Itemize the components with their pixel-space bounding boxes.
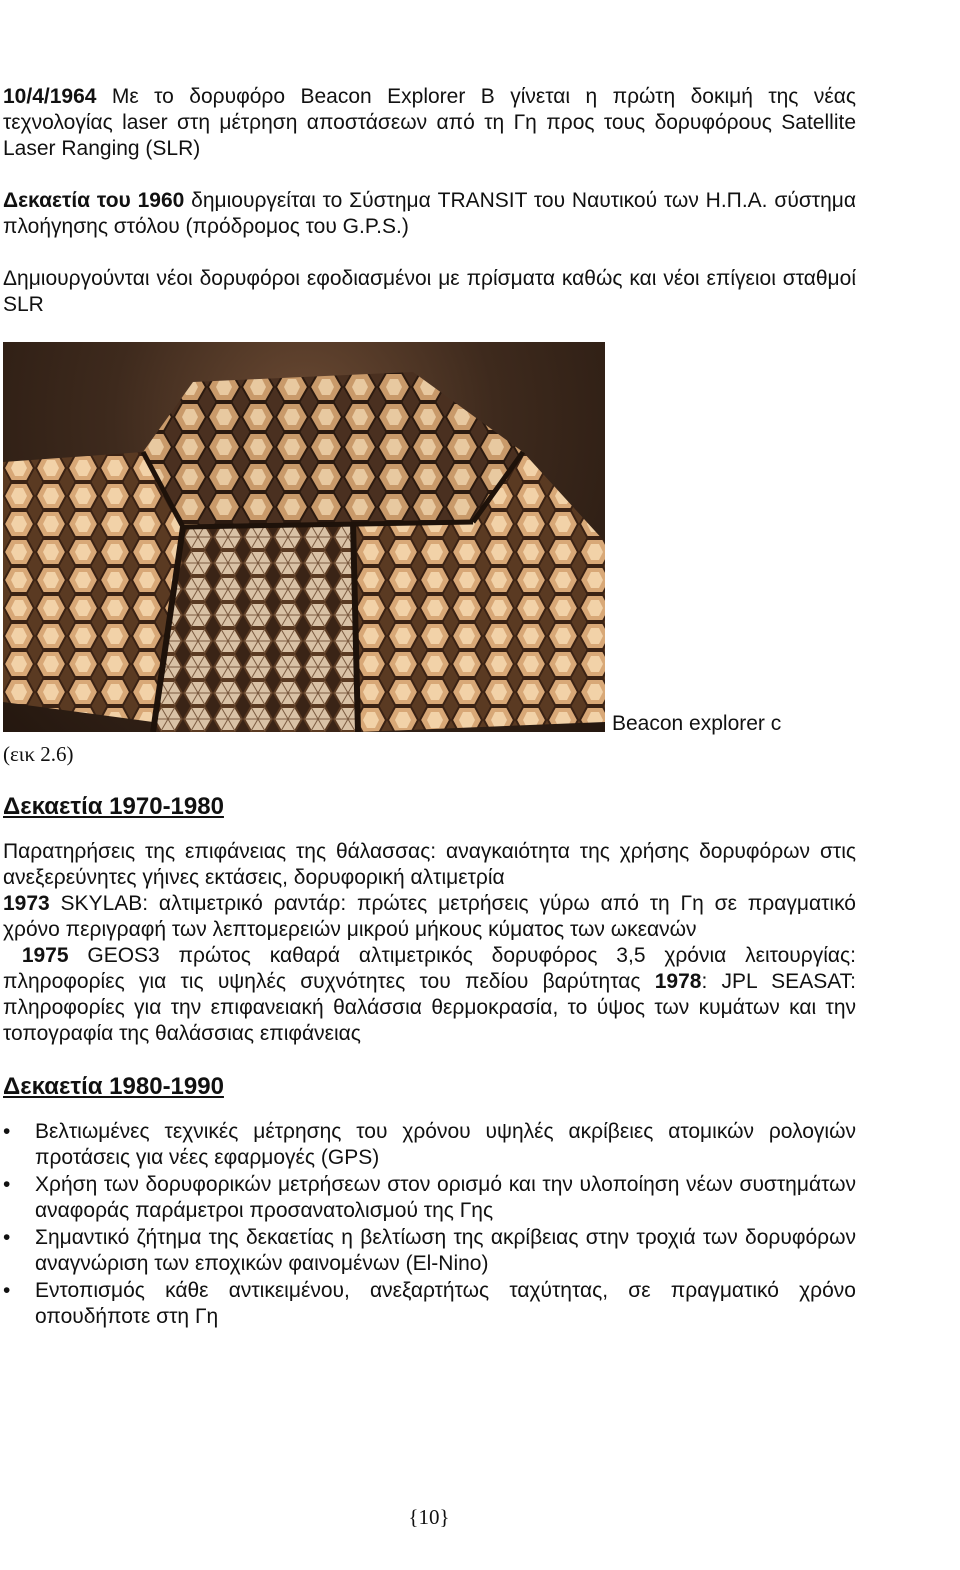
- paragraph-1960s: [3, 188, 856, 240]
- bullet-list-1980-1990: [3, 1119, 856, 1330]
- paragraph-slr: [3, 266, 856, 318]
- figure-caption: Beacon explorer c: [612, 712, 782, 735]
- heading-1980-1990: Δεκαετία 1980-1990: [3, 1073, 224, 1100]
- year-1973: 1973: [3, 892, 50, 915]
- beacon-explorer-photo: [3, 342, 605, 732]
- document-page: [3, 84, 856, 1331]
- text-1964: Με το δορυφόρο Beacon Explorer B γίνεται η πρώτη δοκιμή της νέας τεχνολογίας laser στη μέτρηση αποστάσεων από τη Γη προς τους δορυφόρους Satellite Laser Ranging (SLR): [3, 85, 856, 160]
- slr-text: Δημιουργούνται νέοι δορυφόροι εφοδιασμένοι με πρίσματα καθώς και νέοι επίγειοι σταθμοί SLR: [3, 267, 856, 316]
- section-1970-1980: [3, 839, 856, 1047]
- year-1978: 1978: [654, 970, 702, 993]
- heading-1970-1980: Δεκαετία 1970-1980: [3, 793, 224, 820]
- list-item: • Βελτιωμένες τεχνικές μέτρησης του χρόνου υψηλές ακρίβειες ατομικών ρολογιών προτάσεις για νέες εφαρμογές (GPS): [35, 1119, 856, 1171]
- list-item: • Χρήση των δορυφορικών μετρήσεων στον ορισμό και την υλοποίηση νέων συστημάτων αναφοράς παράμετροι προσανατολισμού της Γης: [35, 1172, 856, 1224]
- geos3-text: GEOS3 πρώτος καθαρά αλτιμετρικός δορυφόρος 3,5 χρόνια λειτουργίας: πληροφορίες για τις υψηλές συχνότητες του πεδίου βαρύτητας: [3, 944, 856, 993]
- figure-label: (εικ 2.6): [3, 742, 74, 766]
- skylab-text: SKYLAB: αλτιμετρικό ραντάρ: πρώτες μετρήσεις γύρω από τη Γη σε πραγματικό χρόνο περιγραφή των λεπτομερειών μικρού μήκους κύματος των ωκεανών: [3, 892, 856, 941]
- paragraph-1964: [3, 84, 856, 162]
- page-number: {10}: [408, 1505, 450, 1529]
- date-1964: 10/4/1964: [3, 85, 97, 108]
- list-item: • Εντοπισμός κάθε αντικειμένου, ανεξαρτήτως ταχύτητας, σε πραγματικό χρόνο οπουδήποτε στη Γη: [35, 1278, 856, 1330]
- transit-text: δημιουργείται το Σύστημα TRANSIT του Ναυτικού των Η.Π.Α. σύστημα πλοήγησης στόλου (πρόδρομος του G.P.S.): [3, 189, 856, 238]
- figure: [3, 342, 856, 742]
- sea-observation-text: Παρατηρήσεις της επιφάνειας της θάλασσας: αναγκαιότητα της χρήσης δορυφόρων στις ανεξερεύνητες γήινες εκτάσεις, δορυφορική αλτιμετρία: [3, 840, 856, 889]
- year-1975: 1975: [21, 944, 69, 967]
- decade-1960-label: Δεκαετία του 1960: [3, 189, 185, 212]
- list-item: • Σημαντικό ζήτημα της δεκαετίας η βελτίωση της ακρίβειας στην τροχιά των δορυφόρων αναγνώριση των εποχικών φαινομένων (El-Nino): [35, 1225, 856, 1277]
- seasat-text: : JPL SEASAT: πληροφορίες για την επιφανειακή θαλάσσια θερμοκρασία, το ύψος των κυμάτων και την τοπογραφία της θαλάσσιας επιφάνειας: [3, 970, 856, 1045]
